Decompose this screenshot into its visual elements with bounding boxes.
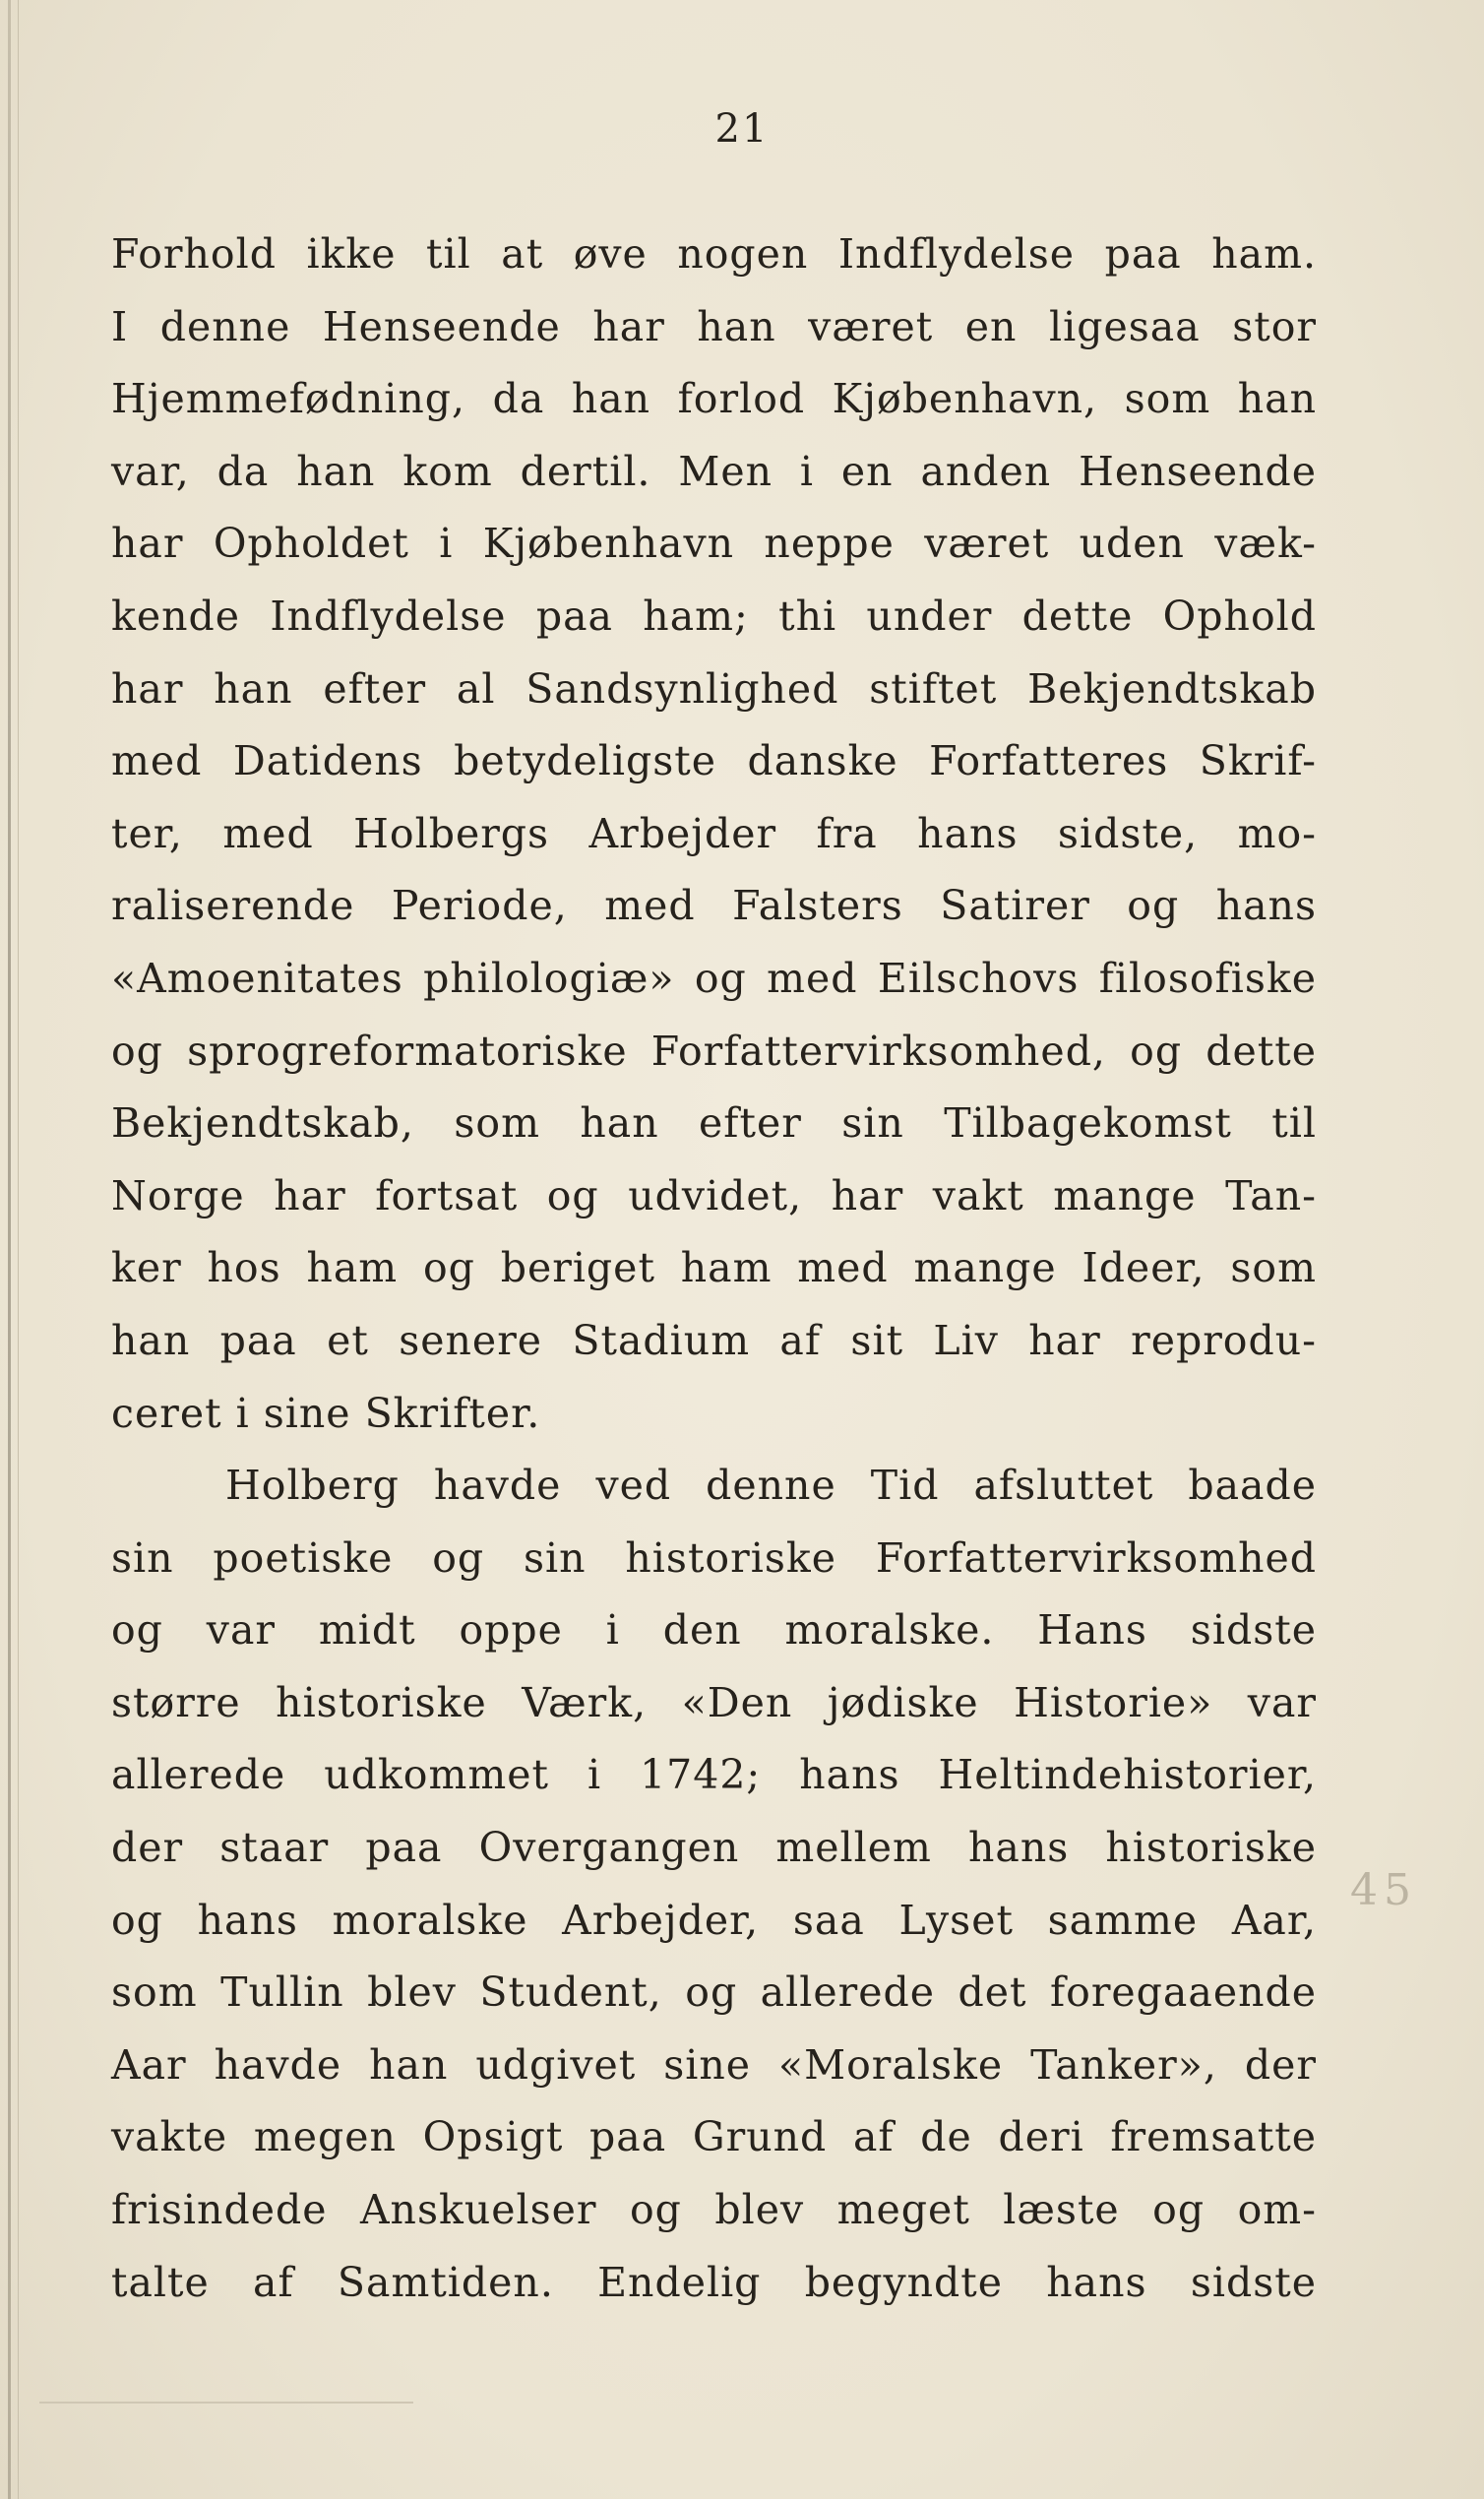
gutter-edge bbox=[18, 0, 19, 2499]
margin-annotation: 45 bbox=[1350, 1865, 1417, 1915]
text-line: ker hos ham og beriget ham med mange Ideer, som bbox=[111, 1244, 1317, 1292]
text-line: Hjemmefødning, da han forlod Kjøbenhavn, som han bbox=[111, 375, 1317, 423]
gutter-shadow bbox=[8, 0, 11, 2499]
page-number: 21 bbox=[714, 106, 770, 152]
text-line: Forhold ikke til at øve nogen Indflydelse paa ham. bbox=[111, 230, 1317, 278]
text-line: og sprogreformatoriske Forfattervirksomhed, og dette bbox=[111, 1027, 1317, 1075]
text-line: Holberg havde ved denne Tid afsluttet baade bbox=[225, 1462, 1317, 1510]
text-line: sin poetiske og sin historiske Forfattervirksomhed bbox=[111, 1533, 1317, 1582]
text-line: Aar havde han udgivet sine «Moralske Tanker», der bbox=[111, 2040, 1317, 2089]
text-line: I denne Henseende har han været en ligesaa stor bbox=[111, 302, 1317, 350]
text-line: «Amoenitates philologiæ» og med Eilschovs filosofiske bbox=[111, 954, 1317, 1002]
text-line: Norge har fortsat og udvidet, har vakt mange Tan- bbox=[111, 1171, 1317, 1219]
text-line: der staar paa Overgangen mellem hans historiske bbox=[111, 1824, 1317, 1872]
text-line: frisindede Anskuelser og blev meget læste og om- bbox=[111, 2186, 1317, 2234]
text-line: vakte megen Opsigt paa Grund af de deri fremsatte bbox=[111, 2113, 1317, 2161]
text-line: talte af Samtiden. Endelig begyndte hans sidste bbox=[111, 2258, 1317, 2306]
text-line: med Datidens betydeligste danske Forfatteres Skrif- bbox=[111, 737, 1317, 785]
body-text bbox=[111, 219, 1317, 2319]
text-line: har Opholdet i Kjøbenhavn neppe været uden væk- bbox=[111, 520, 1317, 568]
text-line: og hans moralske Arbejder, saa Lyset samme Aar, bbox=[111, 1896, 1317, 1944]
text-line: ter, med Holbergs Arbejder fra hans sidste, mo- bbox=[111, 809, 1317, 857]
text-line: Bekjendtskab, som han efter sin Tilbagekomst til bbox=[111, 1099, 1317, 1148]
text-line: var, da han kom dertil. Men i en anden Henseende bbox=[111, 447, 1317, 495]
page-edge-mark bbox=[39, 2402, 413, 2404]
text-line: og var midt oppe i den moralske. Hans sidste bbox=[111, 1606, 1317, 1655]
text-line: som Tullin blev Student, og allerede det foregaaende bbox=[111, 1968, 1317, 2017]
text-line: allerede udkommet i 1742; hans Heltindehistorier, bbox=[111, 1751, 1317, 1799]
text-line: kende Indflydelse paa ham; thi under dette Ophold bbox=[111, 592, 1317, 640]
text-line: ceret i sine Skrifter. bbox=[111, 1389, 541, 1437]
text-line: større historiske Værk, «Den jødiske Historie» var bbox=[111, 1678, 1317, 1726]
text-line: har han efter al Sandsynlighed stiftet Bekjendtskab bbox=[111, 664, 1317, 713]
text-line: han paa et senere Stadium af sit Liv har reprodu- bbox=[111, 1316, 1317, 1364]
text-line: raliserende Periode, med Falsters Satirer og hans bbox=[111, 882, 1317, 930]
